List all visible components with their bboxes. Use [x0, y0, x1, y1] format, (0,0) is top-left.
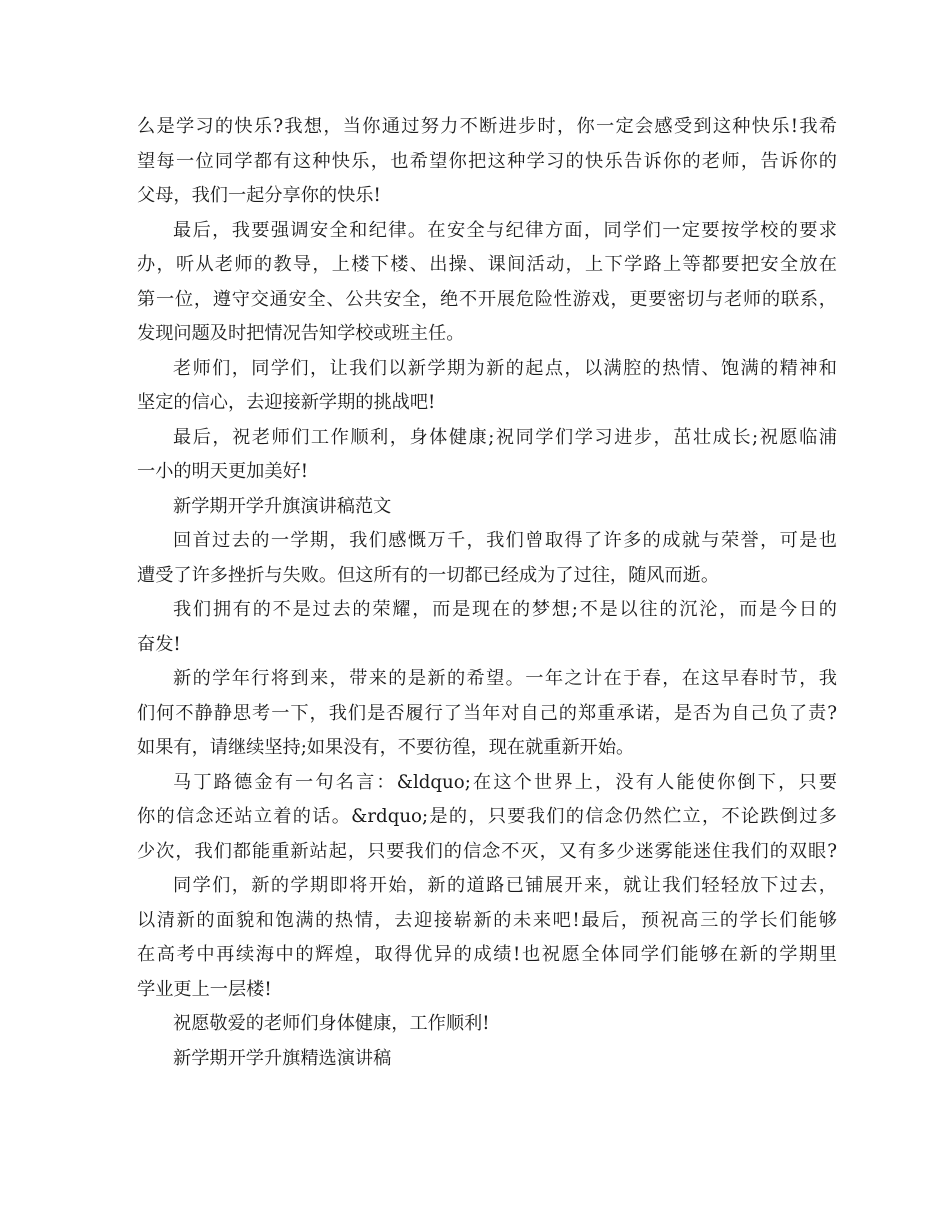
- text-line: 新的学年行将到来，带来的是新的希望。一年之计在于春，在这早春时节，我: [173, 668, 837, 689]
- text-line: 新学期开学升旗演讲稿范文: [173, 495, 392, 517]
- text-line: 最后，祝老师们工作顺利，身体健康;祝同学们学习进步，茁壮成长;祝愿临浦: [173, 426, 837, 448]
- text-line: 一小的明天更加美好!: [137, 461, 308, 482]
- text-line: 发现问题及时把情况告知学校或班主任。: [137, 323, 465, 344]
- text-line: 新学期开学升旗精选演讲稿: [173, 1047, 392, 1069]
- text-line: 们何不静静思考一下，我们是否履行了当年对自己的郑重承诺，是否为自己负了责?: [137, 702, 837, 724]
- text-line: 望每一位同学都有这种快乐，也希望你把这种学习的快乐告诉你的老师，告诉你的: [137, 150, 837, 172]
- text-line: 你的信念还站立着的话。&rdquo;是的，只要我们的信念仍然伫立，不论跌倒过多: [137, 806, 837, 827]
- text-line: 同学们，新的学期即将开始，新的道路已铺展开来，就让我们轻轻放下过去，: [173, 875, 837, 896]
- text-line: 办，听从老师的教导，上楼下楼、出操、课间活动，上下学路上等都要把安全放在: [137, 254, 837, 275]
- text-line: 在高考中再续海中的辉煌，取得优异的成绩!也祝愿全体同学们能够在新的学期里: [137, 944, 837, 965]
- text-line: 祝愿敬爱的老师们身体健康，工作顺利!: [173, 1013, 490, 1034]
- text-line: 回首过去的一学期，我们感慨万千，我们曾取得了许多的成就与荣誉，可是也: [173, 530, 837, 551]
- text-line: 奋发!: [137, 633, 181, 655]
- text-line: 坚定的信心，去迎接新学期的挑战吧!: [137, 392, 436, 413]
- text-line: 最后，我要强调安全和纪律。在安全与纪律方面，同学们一定要按学校的要求: [173, 219, 837, 241]
- text-line: 以清新的面貌和饱满的热情，去迎接崭新的未来吧!最后，预祝高三的学长们能够: [137, 909, 837, 931]
- text-line: 少次，我们都能重新站起，只要我们的信念不灭，又有多少迷雾能迷住我们的双眼?: [137, 840, 837, 862]
- text-line: 马丁路德金有一句名言：&ldquo;在这个世界上，没有人能使你倒下，只要: [173, 771, 837, 793]
- text-line: 我们拥有的不是过去的荣耀，而是现在的梦想;不是以往的沉沦，而是今日的: [173, 599, 837, 620]
- text-line: 么是学习的快乐?我想，当你通过努力不断进步时，你一定会感受到这种快乐!我希: [137, 116, 837, 137]
- text-line: 遭受了许多挫折与失败。但这所有的一切都已经成为了过往，随风而逝。: [137, 564, 720, 586]
- text-line: 如果有，请继续坚持;如果没有，不要彷徨，现在就重新开始。: [137, 737, 635, 758]
- text-line: 老师们，同学们，让我们以新学期为新的起点，以满腔的热情、饱满的精神和: [173, 357, 837, 379]
- document-body: [137, 110, 837, 1076]
- text-line: 学业更上一层楼!: [137, 978, 272, 1000]
- text-line: 父母，我们一起分享你的快乐!: [137, 185, 381, 206]
- text-line: 第一位，遵守交通安全、公共安全，绝不开展危险性游戏，更要密切与老师的联系，: [137, 288, 837, 310]
